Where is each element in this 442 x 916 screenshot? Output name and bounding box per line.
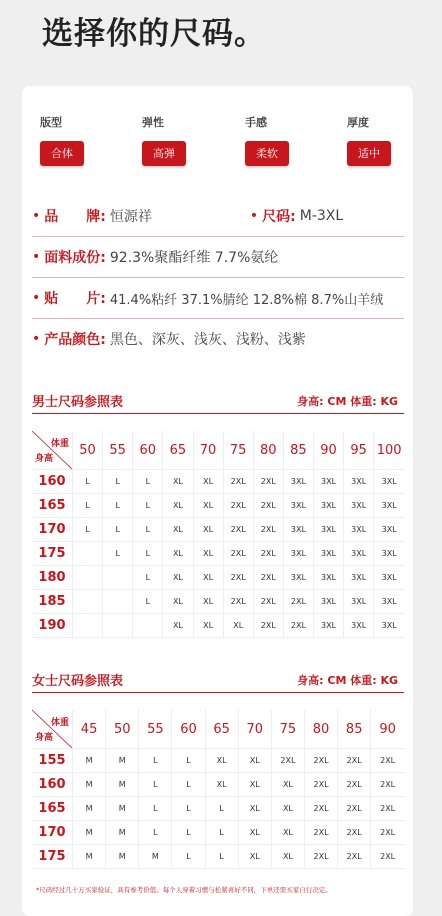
brand-label: 品 牌:	[44, 209, 106, 225]
size-cell: XL	[193, 590, 223, 614]
size-cell: 3XL	[283, 542, 313, 566]
men-size-header	[32, 391, 404, 414]
weight-header-cell: 50	[106, 710, 139, 749]
weight-header-cell: 80	[253, 431, 283, 470]
size-cell: L	[103, 542, 133, 566]
size-cell: 2XL	[304, 749, 337, 773]
size-cell: 2XL	[283, 614, 313, 638]
size-cell: L	[73, 518, 103, 542]
size-cell: 3XL	[314, 566, 344, 590]
weight-header-cell: 65	[163, 431, 193, 470]
attr-fit-label: 版型	[40, 116, 62, 129]
size-cell: XL	[163, 566, 193, 590]
table-row	[32, 749, 404, 773]
bullet-icon: •	[32, 290, 41, 306]
height-header-cell: 170	[32, 518, 73, 542]
weight-header-cell: 65	[205, 710, 238, 749]
size-cell: XL	[163, 494, 193, 518]
size-cell: L	[133, 590, 163, 614]
size-cell: 2XL	[338, 821, 371, 845]
size-cell: 3XL	[374, 518, 404, 542]
size-cell: XL	[193, 542, 223, 566]
table-row	[32, 773, 404, 797]
corner-height-label: 身高	[35, 454, 54, 464]
table-header-row	[32, 710, 404, 749]
size-cell: 3XL	[374, 494, 404, 518]
height-header-cell: 165	[32, 494, 73, 518]
size-cell: XL	[163, 590, 193, 614]
size-cell: XL	[163, 614, 193, 638]
size-cell: L	[103, 470, 133, 494]
size-cell: 3XL	[283, 518, 313, 542]
men-size-title: 男士尺码参照表	[32, 395, 124, 410]
size-cell: 2XL	[253, 542, 283, 566]
size-cell: 2XL	[338, 773, 371, 797]
size-cell: M	[73, 797, 106, 821]
size-cell: 2XL	[338, 797, 371, 821]
weight-header-cell: 95	[344, 431, 374, 470]
attr-thickness-badge: 适中	[347, 141, 391, 166]
size-cell: XL	[238, 773, 271, 797]
size-cell: M	[106, 773, 139, 797]
size-cell: XL	[271, 821, 304, 845]
bullet-icon: •	[32, 331, 41, 347]
size-cell: L	[133, 518, 163, 542]
size-cell: 3XL	[344, 566, 374, 590]
size-cell: L	[139, 773, 172, 797]
women-size-title: 女士尺码参照表	[32, 674, 124, 689]
size-cell: XL	[193, 494, 223, 518]
fabric-label: 面料成份:	[44, 250, 106, 266]
women-size-header	[32, 670, 404, 693]
men-size-unit: 身高: CM 体重: KG	[297, 395, 398, 408]
weight-header-cell: 75	[271, 710, 304, 749]
size-cell	[73, 542, 103, 566]
size-cell: 2XL	[304, 845, 337, 869]
size-cell: 3XL	[374, 566, 404, 590]
patch-value: 41.4%粘纤 37.1%腈纶 12.8%棉 8.7%山羊绒	[109, 292, 384, 308]
size-cell: XL	[205, 749, 238, 773]
corner-weight-label: 体重	[50, 439, 69, 449]
height-header-cell: 180	[32, 566, 73, 590]
table-row	[32, 614, 404, 638]
size-cell: M	[106, 749, 139, 773]
table-row	[32, 470, 404, 494]
size-cell	[73, 566, 103, 590]
size-cell: 3XL	[314, 518, 344, 542]
size-cell: XL	[271, 797, 304, 821]
size-cell: 2XL	[304, 821, 337, 845]
weight-header-cell: 60	[133, 431, 163, 470]
size-cell: M	[139, 845, 172, 869]
size-label: 尺码:	[262, 209, 296, 225]
size-cell: M	[73, 821, 106, 845]
size-cell: L	[133, 542, 163, 566]
size-cell: 2XL	[304, 797, 337, 821]
size-cell: XL	[163, 470, 193, 494]
size-cell: L	[103, 494, 133, 518]
page-title: 选择你的尺码。	[42, 16, 266, 52]
size-cell: 2XL	[338, 845, 371, 869]
size-cell: 3XL	[374, 470, 404, 494]
size-cell: XL	[223, 614, 253, 638]
size-cell: L	[73, 470, 103, 494]
attr-thickness	[347, 114, 391, 166]
size-cell: XL	[193, 614, 223, 638]
size-cell: L	[172, 845, 205, 869]
table-row	[32, 494, 404, 518]
height-header-cell: 160	[32, 470, 73, 494]
weight-header-cell: 55	[139, 710, 172, 749]
weight-header-cell: 75	[223, 431, 253, 470]
size-cell: M	[106, 821, 139, 845]
weight-header-cell: 90	[371, 710, 404, 749]
bullet-icon: •	[32, 208, 41, 224]
attr-fit	[40, 114, 84, 166]
size-cell: L	[205, 845, 238, 869]
size-cell	[103, 566, 133, 590]
bullet-icon: •	[32, 249, 41, 265]
size-cell: 2XL	[371, 821, 404, 845]
size-cell: XL	[271, 773, 304, 797]
attr-thickness-label: 厚度	[347, 116, 369, 129]
attr-elasticity-label: 弹性	[142, 116, 164, 129]
size-cell: XL	[193, 566, 223, 590]
size-cell: 2XL	[271, 749, 304, 773]
size-cell: 2XL	[253, 590, 283, 614]
table-corner	[32, 431, 73, 470]
size-cell: M	[73, 749, 106, 773]
size-cell: 3XL	[314, 590, 344, 614]
weight-header-cell: 90	[314, 431, 344, 470]
table-header-row	[32, 431, 404, 470]
size-cell: 3XL	[314, 542, 344, 566]
size-cell: 3XL	[344, 542, 374, 566]
women-size-unit: 身高: CM 体重: KG	[297, 674, 398, 687]
height-header-cell: 190	[32, 614, 73, 638]
weight-header-cell: 70	[238, 710, 271, 749]
table-corner	[32, 710, 73, 749]
height-header-cell: 165	[32, 797, 73, 821]
color-value: 黑色、深灰、浅灰、浅粉、浅紫	[109, 332, 306, 348]
size-cell: 3XL	[344, 590, 374, 614]
bullet-icon: •	[249, 208, 259, 224]
color-label: 产品颜色:	[44, 332, 106, 348]
table-row	[32, 797, 404, 821]
size-cell: 3XL	[344, 518, 374, 542]
size-cell: L	[133, 494, 163, 518]
size-cell: L	[172, 773, 205, 797]
size-cell: XL	[238, 821, 271, 845]
size-cell	[103, 614, 133, 638]
size-cell: XL	[238, 797, 271, 821]
size-cell: L	[172, 797, 205, 821]
table-row	[32, 542, 404, 566]
men-size-table	[32, 431, 404, 638]
corner-height-label: 身高	[35, 733, 54, 743]
table-row	[32, 590, 404, 614]
size-cell: 2XL	[304, 773, 337, 797]
size-cell: 3XL	[374, 614, 404, 638]
size-cell: 2XL	[223, 566, 253, 590]
size-cell: 2XL	[371, 797, 404, 821]
size-cell: 2XL	[223, 542, 253, 566]
brand-value: 恒源祥	[109, 209, 152, 225]
size-cell: L	[172, 749, 205, 773]
size-cell: L	[139, 797, 172, 821]
weight-header-cell: 100	[374, 431, 404, 470]
size-cell: L	[139, 749, 172, 773]
size-cell: 3XL	[314, 470, 344, 494]
size-value: M-3XL	[299, 208, 344, 224]
size-cell: 2XL	[223, 590, 253, 614]
size-cell: 2XL	[371, 773, 404, 797]
info-fabric-row	[32, 237, 404, 278]
size-cell: XL	[205, 773, 238, 797]
size-cell: 2XL	[253, 470, 283, 494]
size-cell: 2XL	[371, 845, 404, 869]
attr-fit-badge: 合体	[40, 141, 84, 166]
attr-elasticity	[142, 114, 186, 166]
women-size-table	[32, 710, 404, 869]
size-cell: L	[133, 470, 163, 494]
size-cell: L	[133, 566, 163, 590]
info-color-row	[32, 319, 404, 359]
size-cell: 3XL	[374, 542, 404, 566]
size-cell: 3XL	[314, 614, 344, 638]
weight-header-cell: 80	[304, 710, 337, 749]
size-cell: M	[106, 845, 139, 869]
size-cell: XL	[163, 518, 193, 542]
size-cell: L	[205, 797, 238, 821]
height-header-cell: 185	[32, 590, 73, 614]
size-cell: 2XL	[253, 566, 283, 590]
size-cell: 3XL	[314, 494, 344, 518]
size-cell: L	[205, 821, 238, 845]
size-cell: L	[103, 518, 133, 542]
height-header-cell: 155	[32, 749, 73, 773]
size-cell: M	[106, 797, 139, 821]
product-card	[22, 86, 413, 916]
weight-header-cell: 45	[73, 710, 106, 749]
size-cell: M	[73, 845, 106, 869]
weight-header-cell: 85	[283, 431, 313, 470]
size-cell: 2XL	[223, 494, 253, 518]
height-header-cell: 175	[32, 542, 73, 566]
size-cell: 3XL	[374, 590, 404, 614]
info-brand-size-row	[32, 196, 404, 237]
size-cell: XL	[163, 542, 193, 566]
size-cell: XL	[193, 518, 223, 542]
size-cell: 3XL	[344, 614, 374, 638]
size-cell: 2XL	[223, 470, 253, 494]
size-cell: L	[73, 494, 103, 518]
weight-header-cell: 55	[103, 431, 133, 470]
height-header-cell: 175	[32, 845, 73, 869]
weight-header-cell: 50	[73, 431, 103, 470]
table-row	[32, 845, 404, 869]
table-row	[32, 566, 404, 590]
size-cell: 3XL	[283, 566, 313, 590]
size-cell: XL	[238, 749, 271, 773]
size-cell: 2XL	[371, 749, 404, 773]
size-cell	[103, 590, 133, 614]
height-header-cell: 170	[32, 821, 73, 845]
attr-feel-badge: 柔软	[245, 141, 289, 166]
table-row	[32, 821, 404, 845]
weight-header-cell: 70	[193, 431, 223, 470]
attr-feel-label: 手感	[245, 116, 267, 129]
info-patch-row	[32, 278, 404, 319]
weight-header-cell: 60	[172, 710, 205, 749]
size-cell: L	[139, 821, 172, 845]
size-cell	[133, 614, 163, 638]
weight-header-cell: 85	[338, 710, 371, 749]
size-cell: M	[73, 773, 106, 797]
corner-weight-label: 体重	[50, 718, 69, 728]
height-header-cell: 160	[32, 773, 73, 797]
attr-elasticity-badge: 高弹	[142, 141, 186, 166]
size-cell: XL	[271, 845, 304, 869]
size-cell	[73, 590, 103, 614]
patch-label: 贴 片:	[44, 291, 106, 307]
size-cell: XL	[238, 845, 271, 869]
size-cell: 2XL	[338, 749, 371, 773]
size-cell: 2XL	[253, 494, 283, 518]
size-cell: L	[172, 821, 205, 845]
footnote: *尺码经过几十万买家验证，具有参考价值。每个人穿着习惯与松紧喜好不同，下单还需买家自行决定。	[36, 886, 332, 894]
size-cell: 2XL	[223, 518, 253, 542]
attr-feel	[245, 114, 289, 166]
size-cell: 3XL	[283, 470, 313, 494]
size-cell: 2XL	[253, 614, 283, 638]
size-cell: XL	[193, 470, 223, 494]
size-cell: 3XL	[283, 494, 313, 518]
fabric-value: 92.3%聚酯纤维 7.7%氨纶	[109, 250, 279, 266]
table-row	[32, 518, 404, 542]
size-cell: 2XL	[253, 518, 283, 542]
size-cell: 3XL	[344, 470, 374, 494]
size-cell: 2XL	[283, 590, 313, 614]
size-cell	[73, 614, 103, 638]
size-cell: 3XL	[344, 494, 374, 518]
